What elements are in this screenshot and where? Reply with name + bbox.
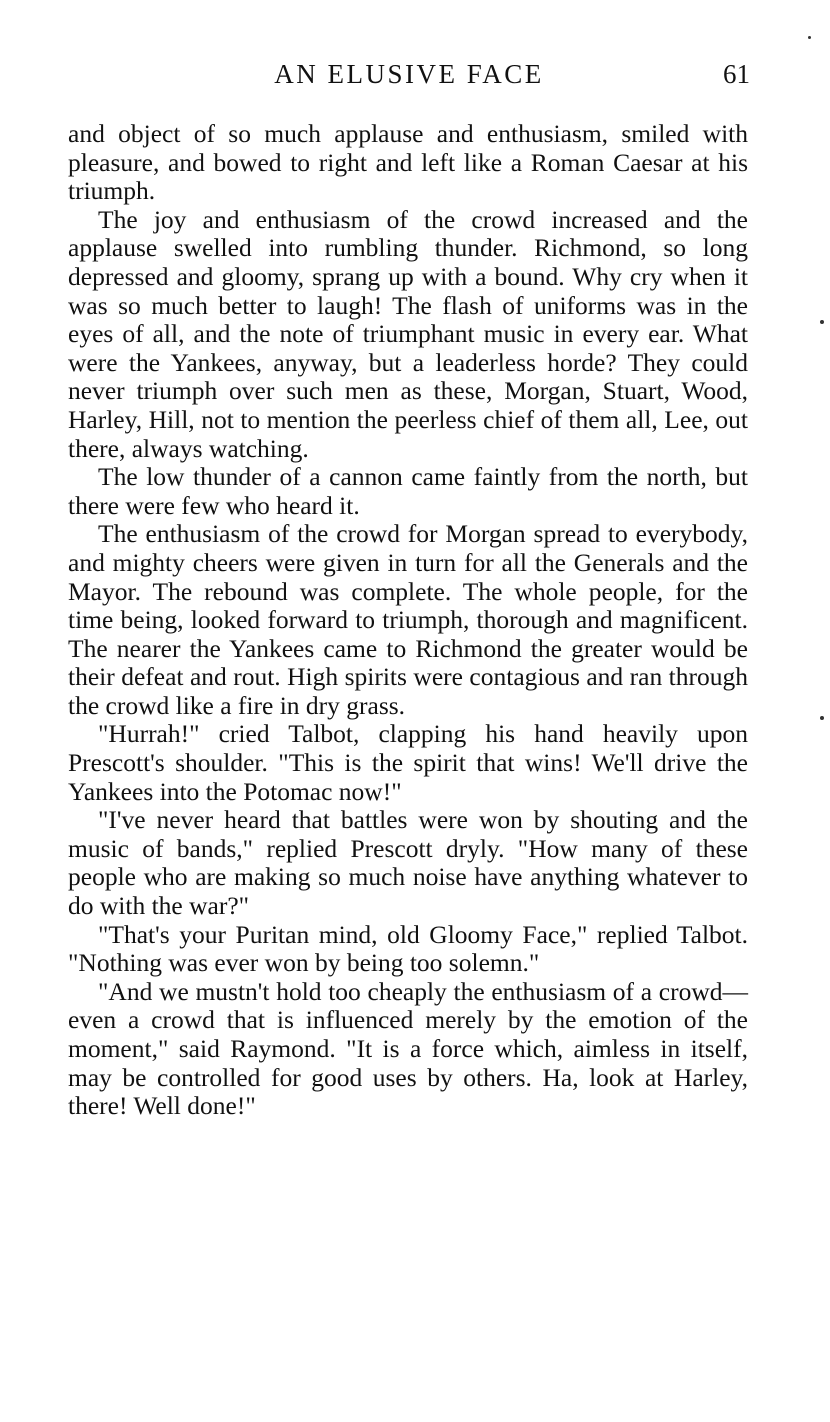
paragraph: "I've never heard that battles were won by shouting and the music of bands," replied Prescott dryly. "How many of these people who are making so much noise have anything whatever to do with the war?"	[68, 805, 748, 921]
print-speck	[808, 36, 811, 39]
body-text	[68, 120, 748, 1121]
paragraph: The low thunder of a cannon came faintly from the north, but there were few who heard it.	[68, 462, 748, 520]
paragraph: and object of so much applause and enthusiasm, smiled with pleasure, and bowed to right and left like a Roman Caesar at his triumph.	[68, 119, 748, 206]
paragraph: The enthusiasm of the crowd for Morgan spread to everybody, and mighty cheers were given in turn for all the Generals and the Mayor. The rebound was complete. The whole people, for the time being, looked forward to triumph, thorough and magnificent. The nearer the Yankees came to Richmond the greater would be their defeat and rout. High spirits were contagious and ran through the crowd like a fire in dry grass.	[68, 519, 748, 720]
print-speck	[820, 716, 824, 720]
page-header	[68, 56, 750, 96]
print-speck	[820, 320, 824, 324]
running-head: AN ELUSIVE FACE	[274, 59, 544, 89]
page-number: 61	[723, 59, 750, 89]
paragraph: "That's your Puritan mind, old Gloomy Face," replied Talbot. "Nothing was ever won by being too solemn."	[68, 919, 748, 978]
paragraph: "Hurrah!" cried Talbot, clapping his hand heavily upon Prescott's shoulder. "This is the spirit that wins! We'll drive the Yankees into the Potomac now!"	[68, 719, 748, 806]
paragraph: The joy and enthusiasm of the crowd increased and the applause swelled into rumbling thunder. Richmond, so long depressed and gloomy, sprang up with a bound. Why cry when it was so much better to laugh! The flash of uniforms was in the eyes of all, and the note of triumphant music in every ear. What were the Yankees, anyway, but a leaderless horde? They could never triumph over such men as these, Morgan, Stuart, Wood, Harley, Hill, not to mention the peerless chief of them all, Lee, out there, always watching.	[68, 204, 748, 463]
paragraph: "And we mustn't hold too cheaply the enthusiasm of a crowd—even a crowd that is influenced merely by the emotion of the moment," said Raymond. "It is a force which, aimless in itself, may be controlled for good uses by others. Ha, look at Harley, there! Well done!"	[68, 976, 748, 1121]
